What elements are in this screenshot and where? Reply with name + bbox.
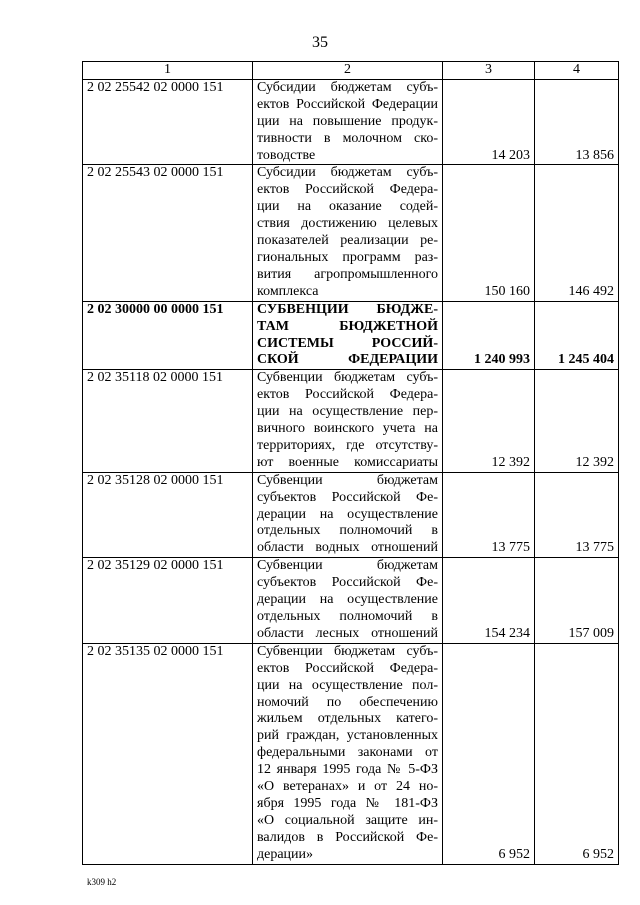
footer-code: k309 h2	[87, 877, 117, 887]
budget-description	[253, 558, 443, 644]
description-line: гиональных программ раз-	[257, 249, 438, 265]
budget-code: 2 02 30000 00 0000 151	[83, 301, 253, 370]
header-col-4: 4	[535, 62, 619, 80]
description-line: «О социальной защите ин-	[257, 812, 438, 828]
description-line: федеральными законами от	[257, 745, 438, 761]
value-col-4: 6 952	[535, 643, 619, 864]
budget-description	[253, 301, 443, 370]
description-line: товодстве	[257, 147, 316, 163]
description-line: ют военные комиссариаты	[257, 454, 438, 470]
budget-description	[253, 472, 443, 558]
description-line: Субвенции бюджетам	[257, 472, 438, 488]
description-line: отдельных полномочий в	[257, 523, 438, 539]
description-line: области лесных отношений	[257, 625, 438, 641]
value-col-3: 154 234	[443, 558, 535, 644]
description-line: Субвенции бюджетам	[257, 558, 438, 574]
description-line: ектов Российской Федера-	[257, 660, 438, 676]
description-line: ября 1995 года № 181-ФЗ	[257, 795, 438, 811]
table-row	[83, 558, 619, 644]
value-col-3: 150 160	[443, 165, 535, 301]
description-line: дерации на осуществление	[257, 506, 438, 522]
description-line: субъектов Российской Фе-	[257, 489, 438, 505]
value-col-4: 1 245 404	[535, 301, 619, 370]
description-line: Субсидии бюджетам субъ-	[257, 79, 438, 95]
table-row	[83, 643, 619, 864]
table-row	[83, 165, 619, 301]
header-row	[83, 62, 619, 80]
description-line: комплекса	[257, 283, 319, 299]
description-line: «О ветеранах» и от 24 но-	[257, 779, 438, 795]
description-line: ции на оказание содей-	[257, 199, 438, 215]
description-line: ствия достижению целевых	[257, 216, 438, 232]
description-line: Субсидии бюджетам субъ-	[257, 165, 438, 181]
description-line: дерации на осуществление	[257, 592, 438, 608]
table-row	[83, 472, 619, 558]
description-line: Субвенции бюджетам субъ-	[257, 643, 438, 659]
description-line: рий граждан, установленных	[257, 728, 438, 744]
value-col-4: 13 856	[535, 79, 619, 165]
header-col-1: 1	[83, 62, 253, 80]
description-line: ции на осуществление пер-	[257, 404, 438, 420]
description-line: области водных отношений	[257, 540, 438, 556]
value-col-4: 157 009	[535, 558, 619, 644]
description-line: ектов Российской Федерации	[257, 96, 438, 112]
table-body	[83, 79, 619, 864]
description-line: номочий по обеспечению	[257, 694, 438, 710]
budget-code: 2 02 35118 02 0000 151	[83, 370, 253, 472]
value-col-4: 146 492	[535, 165, 619, 301]
description-line: ектов Российской Федера-	[257, 387, 438, 403]
description-line: территориях, где отсутству-	[257, 437, 438, 453]
table-row	[83, 79, 619, 165]
description-line: СКОЙ ФЕДЕРАЦИИ	[257, 352, 438, 368]
value-col-3: 13 775	[443, 472, 535, 558]
budget-description	[253, 79, 443, 165]
description-line: субъектов Российской Фе-	[257, 575, 438, 591]
description-line: вичного воинского учета на	[257, 421, 438, 437]
description-line: 12 января 1995 года № 5-ФЗ	[257, 762, 438, 778]
header-col-2: 2	[253, 62, 443, 80]
budget-code: 2 02 35128 02 0000 151	[83, 472, 253, 558]
value-col-4: 13 775	[535, 472, 619, 558]
budget-description	[253, 370, 443, 472]
description-line: ции на повышение продук-	[257, 113, 438, 129]
table-row	[83, 301, 619, 370]
budget-code: 2 02 25542 02 0000 151	[83, 79, 253, 165]
description-line: жильем отдельных катего-	[257, 711, 438, 727]
budget-code: 2 02 25543 02 0000 151	[83, 165, 253, 301]
budget-table	[82, 61, 619, 865]
description-line: дерации»	[257, 846, 314, 862]
value-col-3: 1 240 993	[443, 301, 535, 370]
value-col-3: 12 392	[443, 370, 535, 472]
value-col-4: 12 392	[535, 370, 619, 472]
description-line: ции на осуществление пол-	[257, 677, 438, 693]
value-col-3: 6 952	[443, 643, 535, 864]
description-line: отдельных полномочий в	[257, 609, 438, 624]
page-number: 35	[312, 34, 328, 51]
description-line: ТАМ БЮДЖЕТНОЙ	[257, 318, 438, 334]
budget-description	[253, 643, 443, 864]
table-row	[83, 370, 619, 472]
description-line: тивности в молочном ско-	[257, 130, 438, 146]
header-col-3: 3	[443, 62, 535, 80]
description-line: вития агропромышленного	[257, 266, 438, 282]
description-line: СУБВЕНЦИИ БЮДЖЕ-	[257, 301, 438, 317]
budget-code: 2 02 35135 02 0000 151	[83, 643, 253, 864]
budget-description	[253, 165, 443, 301]
budget-code: 2 02 35129 02 0000 151	[83, 558, 253, 644]
description-line: показателей реализации ре-	[257, 233, 438, 249]
value-col-3: 14 203	[443, 79, 535, 165]
description-line: ектов Российской Федера-	[257, 182, 438, 198]
description-line: СИСТЕМЫ РОССИЙ-	[257, 335, 438, 351]
description-line: Субвенции бюджетам субъ-	[257, 370, 438, 386]
description-line: валидов в Российской Фе-	[257, 829, 438, 845]
